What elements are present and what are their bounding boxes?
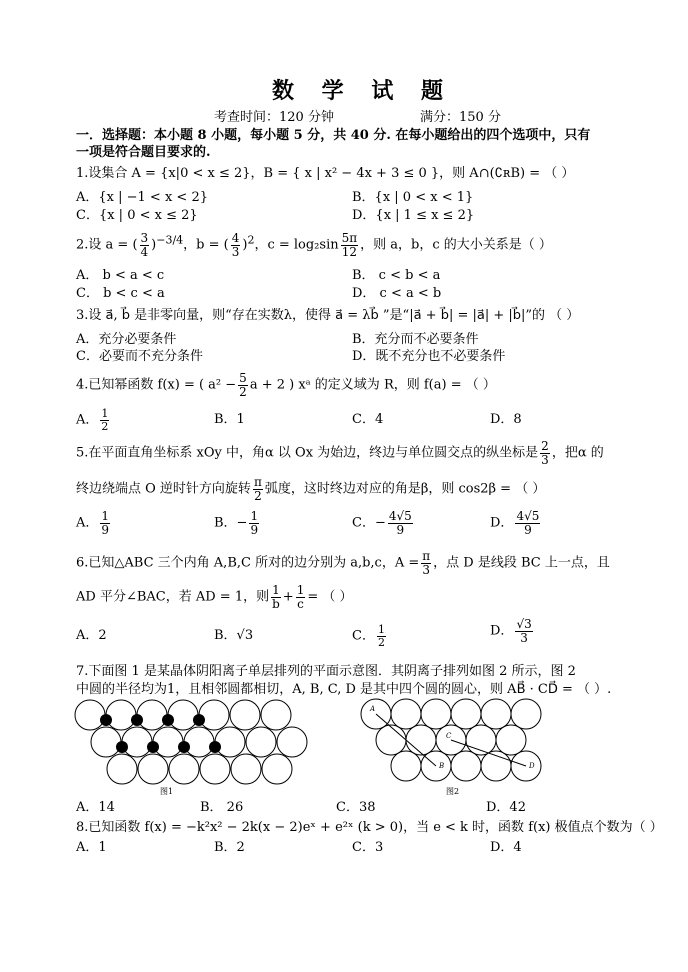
q7-option-a[interactable]: A．14 (76, 800, 115, 815)
exam-time: 考查时间：120 分钟 (214, 110, 334, 125)
figure-1 (74, 698, 314, 798)
q2-option-a[interactable]: A． b < a < c (76, 268, 165, 283)
q7-option-b[interactable]: B． 26 (200, 800, 244, 815)
q3-stem: 3.设 a⃗, b⃗ 是非零向量，则“存在实数λ，使得 a⃗ = λb⃗ ”是“|a⃗ + b⃗| = |a⃗| + |b⃗|”的 （ ） (76, 308, 580, 323)
q2-frac-c: $\frac{5\pi}{12}$ (341, 231, 358, 259)
q6-option-c[interactable]: C． $\frac{1}{2}$ (352, 623, 385, 649)
q8-option-d[interactable]: D．4 (490, 840, 522, 855)
point-d-label: D (529, 762, 535, 770)
q4-option-b[interactable]: B．1 (214, 412, 245, 427)
q7-option-d[interactable]: D．42 (486, 800, 526, 815)
q3-option-a[interactable]: A．充分必要条件 (76, 332, 177, 347)
point-c-label: C (446, 732, 452, 740)
q2-frac-a: $\frac{3}{4}$ (140, 231, 149, 259)
q2-stem: 2.设 a = ( $\frac{3}{4}$ )$^{-3/4}$，b = ( $\frac{4}{3}$ )$^2$，c = log₂sin $\frac{5\pi}{12}$ ，则 a，b，c 的大小关系是（ ） (76, 231, 552, 259)
q1-stem: 1.设集合 A = {x|0 < x ≤ 2}，B = { x | x² − 4x + 3 ≤ 0 }，则 A∩(∁ʀB) = （ ） (76, 166, 575, 181)
figure-2 (360, 698, 560, 798)
q5-option-d[interactable]: D． $\frac{4√5}{9}$ (490, 509, 540, 537)
q5-option-b[interactable]: B．− $\frac{1}{9}$ (214, 509, 259, 537)
q6-option-b[interactable]: B．√3 (214, 628, 254, 643)
q1-option-c[interactable]: C．{x | 0 < x ≤ 2} (76, 208, 198, 223)
fig1-label: 图1 (160, 787, 174, 796)
q2-option-c[interactable]: C． b < c < a (76, 286, 165, 301)
q4-option-a[interactable]: A． $\frac{1}{2}$ (76, 407, 109, 433)
q3-option-d[interactable]: D．既不充分也不必要条件 (352, 349, 506, 364)
point-a-label: A (370, 705, 376, 713)
q8-stem: 8.已知函数 f(x) = −k²x² − 2k(x − 2)eˣ + e²ˣ (k > 0)，当 e < k 时，函数 f(x) 极值点个数为（ ） (76, 820, 663, 835)
q1-option-d[interactable]: D．{x | 1 ≤ x ≤ 2} (352, 208, 475, 223)
section-heading: 一．选择题：本小题 8 小题，每小题 5 分，共 40 分. 在每小题给出的四个选项中，只有 (76, 128, 591, 143)
q5-option-a[interactable]: A． $\frac{1}{9}$ (76, 509, 110, 537)
q5-stem-line1: 5.在平面直角坐标系 xOy 中，角α 以 Ox 为始边，终边与单位圆交点的纵坐标是 $\frac{2}{3}$ ，把α 的 (76, 439, 604, 467)
q4-option-c[interactable]: C．4 (352, 412, 384, 427)
q2-option-b[interactable]: B． c < b < a (352, 268, 441, 283)
q8-option-a[interactable]: A．1 (76, 840, 107, 855)
page-title: 数 学 试 题 (272, 78, 453, 104)
q7-stem-line1: 7.下面图 1 是某晶体阴阳离子单层排列的平面示意图．其阴离子排列如图 2 所示，图 2 (76, 664, 576, 679)
q5-option-c[interactable]: C．− $\frac{4√5}{9}$ (352, 509, 412, 537)
q6-stem-line2: AD 平分∠BAC，若 AD = 1，则 $\frac{1}{b}$ + $\frac{1}{c}$ = （ ） (76, 583, 353, 611)
exam-score: 满分：150 分 (420, 110, 501, 125)
q6-option-a[interactable]: A．2 (76, 628, 107, 643)
q5-stem-line2: 终边绕端点 O 逆时针方向旋转 $\frac{\pi}{2}$ 弧度，这时终边对应的角是β，则 cos2β = （ ） (76, 475, 546, 503)
q2-frac-b: $\frac{4}{3}$ (231, 231, 240, 259)
q2-option-d[interactable]: D． c < a < b (352, 286, 442, 301)
q7-stem-line2: 中圆的半径均为1，且相邻圆都相切，A, B, C, D 是其中四个圆的圆心，则 AB⃗ · CD⃗ = （ ）. (76, 682, 612, 697)
q1-option-a[interactable]: A．{x | −1 < x < 2} (76, 190, 208, 205)
fig2-label: 图2 (446, 787, 460, 796)
q8-option-c[interactable]: C．3 (352, 840, 384, 855)
q3-option-c[interactable]: C．必要而不充分条件 (76, 349, 203, 364)
q8-option-b[interactable]: B．2 (214, 840, 245, 855)
q4-stem: 4.已知幂函数 f(x) = ( a² − $\frac{5}{2}$ a + 2 ) xᵃ 的定义域为 R，则 f(a) = （ ） (76, 371, 496, 399)
q3-option-b[interactable]: B．充分而不必要条件 (352, 332, 479, 347)
q4-option-d[interactable]: D．8 (490, 412, 522, 427)
point-b-label: B (439, 762, 445, 770)
q6-stem-line1: 6.已知△ABC 三个内角 A,B,C 所对的边分别为 a,b,c，A = $\frac{\pi}{3}$ ，点 D 是线段 BC 上一点，且 (76, 549, 610, 577)
section-heading-cont: 一项是符合题目要求的. (76, 145, 211, 160)
q7-option-c[interactable]: C．38 (336, 800, 376, 815)
q6-option-d[interactable]: D． $\frac{√3}{3}$ (490, 617, 532, 645)
q1-option-b[interactable]: B．{x | 0 < x < 1} (352, 190, 474, 205)
